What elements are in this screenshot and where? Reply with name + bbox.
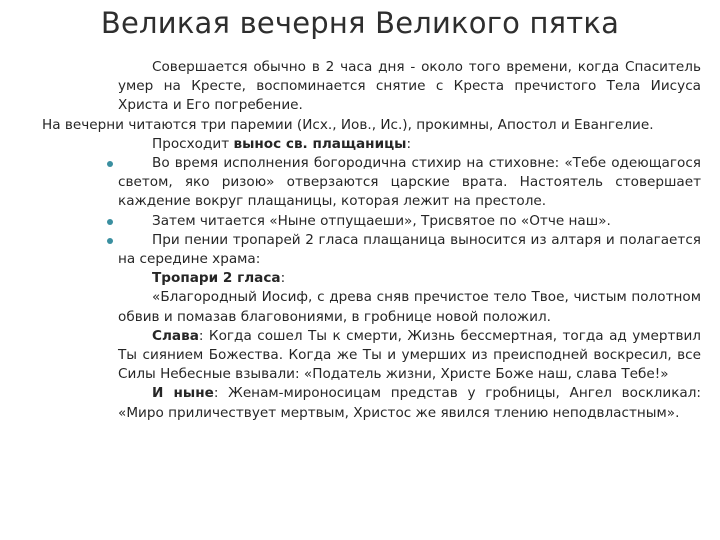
paragraph-readings: На вечерни читаются три паремии (Исх., Иов., Ис.), прокимны, Апостол и Евангелие.: [42, 116, 654, 133]
tropar-1: «Благородный Иосиф, с древа сняв пречистое тело Твое, чистым полотном обвив и помазав благовониями, в гробнице новой положил.: [118, 289, 701, 325]
tropari-heading: [118, 269, 701, 288]
slava-text: : Когда сошел Ты к смерти, Жизнь бессмертная, тогда ад умертвил Ты сиянием Божества. Когда же Ты и умерших из преисподней воскресил, все Силы Небесные взывали: «Податель жизни, Христе Боже наш, слава Тебе!»: [118, 327, 701, 383]
bullet-text: Затем читается «Ныне отпущаеши», Трисвятое по «Отче наш».: [152, 212, 611, 229]
procession-colon: :: [406, 135, 412, 152]
bullet-dot-icon: [107, 161, 113, 167]
procession-text: Просходит: [152, 135, 234, 152]
bullet-item: [118, 212, 701, 231]
tropar-slava: [118, 327, 701, 385]
bullet-dot-icon: [107, 238, 113, 244]
i-nyne-label: И ныне: [152, 385, 214, 402]
bullet-text: Во время исполнения богородична стихир на стиховне: «Тебе одеющагося светом, яко ризою» отверзаются царские врата. Настоятель стовершает каждение вокруг плащаницы, которая лежит на престоле.: [118, 155, 701, 210]
slava-label: Слава: [152, 327, 199, 344]
page-title: Великая вечерня Великого пятка: [100, 6, 620, 40]
bullet-item: [118, 231, 701, 269]
paragraph-procession: [118, 135, 701, 154]
bullet-dot-icon: [107, 219, 113, 225]
tropar-i-nyne: [118, 384, 701, 422]
procession-bold: вынос св. плащаницы: [233, 135, 407, 152]
tropari-colon: :: [280, 270, 286, 287]
tropari-label: Тропари 2 гласа: [152, 270, 281, 287]
i-nyne-text: : Женам-мироносицам представ у гробницы, Ангел воскликал: «Миро приличествует мертвым, Христос же явился тлению неподвластным».: [118, 385, 702, 421]
bullet-text: При пении тропарей 2 гласа плащаница выносится из алтаря и полагается на середине храма:: [118, 231, 701, 268]
paragraph-intro: Совершается обычно в 2 часа дня - около того времени, когда Спаситель умер на Кресте, воспоминается снятие с Креста пречистого Тела Иисуса Христа и Его погребение.: [118, 59, 701, 114]
document-body: [42, 58, 702, 423]
bullet-item: [118, 154, 701, 212]
